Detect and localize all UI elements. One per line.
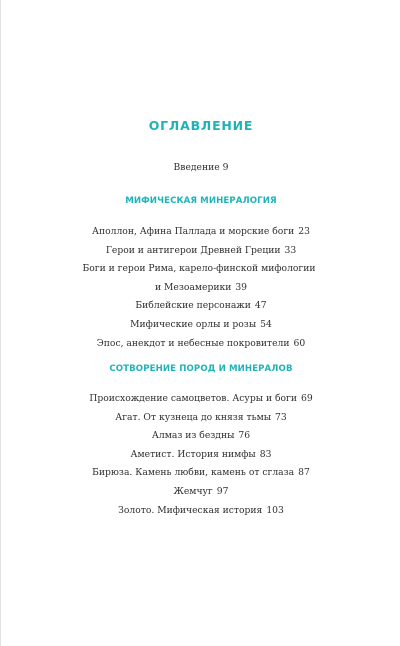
toc-entry-label: Бирюза. Камень любви, камень от сглаза	[92, 467, 295, 479]
toc-entry-label: Введение	[173, 162, 220, 173]
toc-entry-label: Герои и антигерои Древней Греции	[105, 244, 281, 256]
toc-entry-label: Библейские персонажи	[135, 300, 251, 312]
toc-entry-label: Агат. От кузнеца до князя тьмы	[115, 411, 272, 423]
section-entries-mythic-mineralogy	[1, 223, 400, 353]
toc-entry-page: 54	[260, 318, 272, 330]
toc-entry-label: Эпос, анекдот и небесные покровители	[96, 337, 290, 349]
toc-entry[interactable]	[1, 279, 400, 298]
toc-entry-label: Жемчуг	[173, 485, 213, 497]
toc-entry-page: 23	[298, 226, 310, 237]
toc-entry[interactable]	[1, 223, 400, 242]
toc-entry[interactable]	[1, 242, 400, 261]
toc-entry-label: Аметист. История нимфы	[130, 448, 256, 460]
toc-entry-page: 33	[284, 244, 297, 256]
toc-entry[interactable]	[1, 297, 400, 316]
toc-entry-label: Боги и герои Рима, карело-финской мифологии	[82, 263, 316, 275]
toc-entry-page: 60	[293, 337, 306, 349]
toc-entry-page: 87	[298, 467, 310, 479]
toc-entry-page: 39	[235, 281, 248, 293]
toc-entry-label: Золото. Мифическая история	[118, 504, 263, 516]
toc-entry[interactable]	[1, 409, 400, 428]
toc-entry-label: Аполлон, Афина Паллада и морские боги	[92, 226, 295, 237]
toc-entry-intro[interactable]	[1, 162, 400, 173]
section-heading-rocks-minerals-creation: СОТВОРЕНИЕ ПОРОД И МИНЕРАЛОВ	[109, 364, 293, 374]
toc-entry[interactable]	[1, 446, 400, 465]
toc-entry-label: Мифические орлы и розы	[130, 318, 257, 330]
toc-entry[interactable]	[1, 502, 400, 521]
toc-entry-page: 9	[222, 162, 229, 173]
toc-entry[interactable]	[1, 316, 400, 335]
toc-entry-page: 76	[238, 430, 251, 442]
section-entries-rocks-minerals-creation	[1, 390, 400, 520]
toc-entry-label: Происхождение самоцветов. Асуры и боги	[89, 393, 297, 404]
section-heading-mythic-mineralogy: МИФИЧЕСКАЯ МИНЕРАЛОГИЯ	[125, 196, 277, 206]
toc-entry[interactable]	[1, 483, 400, 502]
toc-entry-label: Алмаз из бездны	[151, 430, 235, 442]
toc-entry-page: 103	[266, 504, 284, 516]
toc-entry-page: 83	[259, 448, 272, 460]
toc-entry-page: 73	[275, 411, 287, 423]
toc-entry[interactable]	[1, 427, 400, 446]
toc-entry-page: 69	[300, 393, 313, 404]
toc-entry-label: и Мезоамерики	[154, 281, 232, 293]
toc-entry-page: 97	[216, 485, 229, 497]
toc-entry[interactable]	[1, 335, 400, 354]
toc-entry[interactable]	[1, 260, 400, 279]
toc-entry[interactable]	[1, 390, 400, 409]
toc-title: ОГЛАВЛЕНИЕ	[148, 118, 254, 133]
toc-entry[interactable]	[1, 464, 400, 483]
toc-entry-page: 47	[254, 300, 267, 312]
